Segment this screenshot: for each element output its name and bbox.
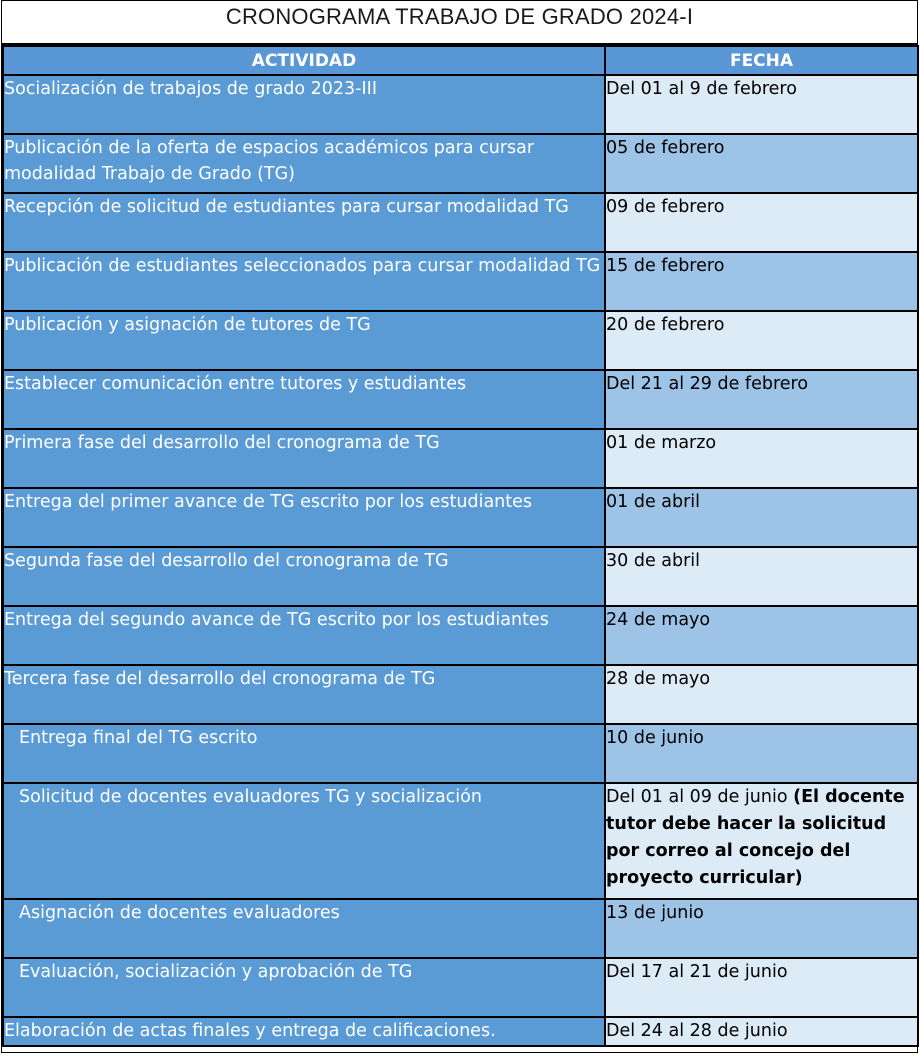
date-cell: 09 de febrero (605, 193, 918, 252)
document-title: CRONOGRAMA TRABAJO DE GRADO 2024-I (2, 1, 917, 45)
table-row (3, 606, 918, 665)
activity-cell: Entrega final del TG escrito (3, 724, 605, 783)
table-row (3, 958, 918, 1017)
table-row (3, 370, 918, 429)
date-cell: 30 de abril (605, 547, 918, 606)
activity-cell: Elaboración de actas finales y entrega de calificaciones. (3, 1017, 605, 1046)
date-cell: 15 de febrero (605, 252, 918, 311)
activity-cell: Solicitud de docentes evaluadores TG y socialización (3, 783, 605, 899)
activity-cell: Entrega del segundo avance de TG escrito por los estudiantes (3, 606, 605, 665)
date-cell: 10 de junio (605, 724, 918, 783)
activity-cell: Evaluación, socialización y aprobación de TG (3, 958, 605, 1017)
table-row (3, 899, 918, 958)
date-cell: Del 01 al 9 de febrero (605, 75, 918, 134)
date-cell: 20 de febrero (605, 311, 918, 370)
table-row (3, 724, 918, 783)
date-cell (605, 783, 918, 899)
activity-cell: Publicación y asignación de tutores de TG (3, 311, 605, 370)
activity-cell: Segunda fase del desarrollo del cronograma de TG (3, 547, 605, 606)
date-cell: 05 de febrero (605, 134, 918, 193)
date-note: (El docente tutor debe hacer la solicitud por correo al concejo del proyecto curricular) (606, 787, 905, 888)
date-cell: Del 17 al 21 de junio (605, 958, 918, 1017)
table-row (3, 134, 918, 193)
table-row (3, 488, 918, 547)
activity-cell: Entrega del primer avance de TG escrito por los estudiantes (3, 488, 605, 547)
date-cell: 24 de mayo (605, 606, 918, 665)
date-cell: 01 de abril (605, 488, 918, 547)
date-cell: 28 de mayo (605, 665, 918, 724)
header-activity: ACTIVIDAD (3, 46, 605, 75)
activity-cell: Publicación de la oferta de espacios académicos para cursar modalidad Trabajo de Grado (TG) (3, 134, 605, 193)
activity-cell: Establecer comunicación entre tutores y estudiantes (3, 370, 605, 429)
table-row (3, 252, 918, 311)
table-row (3, 311, 918, 370)
table-row (3, 783, 918, 899)
table-row (3, 665, 918, 724)
header-date: FECHA (605, 46, 918, 75)
date-cell: Del 21 al 29 de febrero (605, 370, 918, 429)
activity-cell: Tercera fase del desarrollo del cronograma de TG (3, 665, 605, 724)
activity-cell: Recepción de solicitud de estudiantes para cursar modalidad TG (3, 193, 605, 252)
table-row (3, 547, 918, 606)
table-header-row (3, 46, 918, 75)
activity-cell: Publicación de estudiantes seleccionados para cursar modalidad TG (3, 252, 605, 311)
schedule-table (2, 45, 919, 1047)
date-cell: 13 de junio (605, 899, 918, 958)
table-row (3, 193, 918, 252)
date-cell: Del 24 al 28 de junio (605, 1017, 918, 1046)
activity-cell: Socialización de trabajos de grado 2023-III (3, 75, 605, 134)
table-row (3, 1017, 918, 1046)
schedule-document (1, 0, 918, 1053)
activity-cell: Asignación de docentes evaluadores (3, 899, 605, 958)
table-row (3, 429, 918, 488)
date-cell: 01 de marzo (605, 429, 918, 488)
table-row (3, 75, 918, 134)
activity-cell: Primera fase del desarrollo del cronograma de TG (3, 429, 605, 488)
date-text: Del 01 al 09 de junio (606, 787, 788, 807)
